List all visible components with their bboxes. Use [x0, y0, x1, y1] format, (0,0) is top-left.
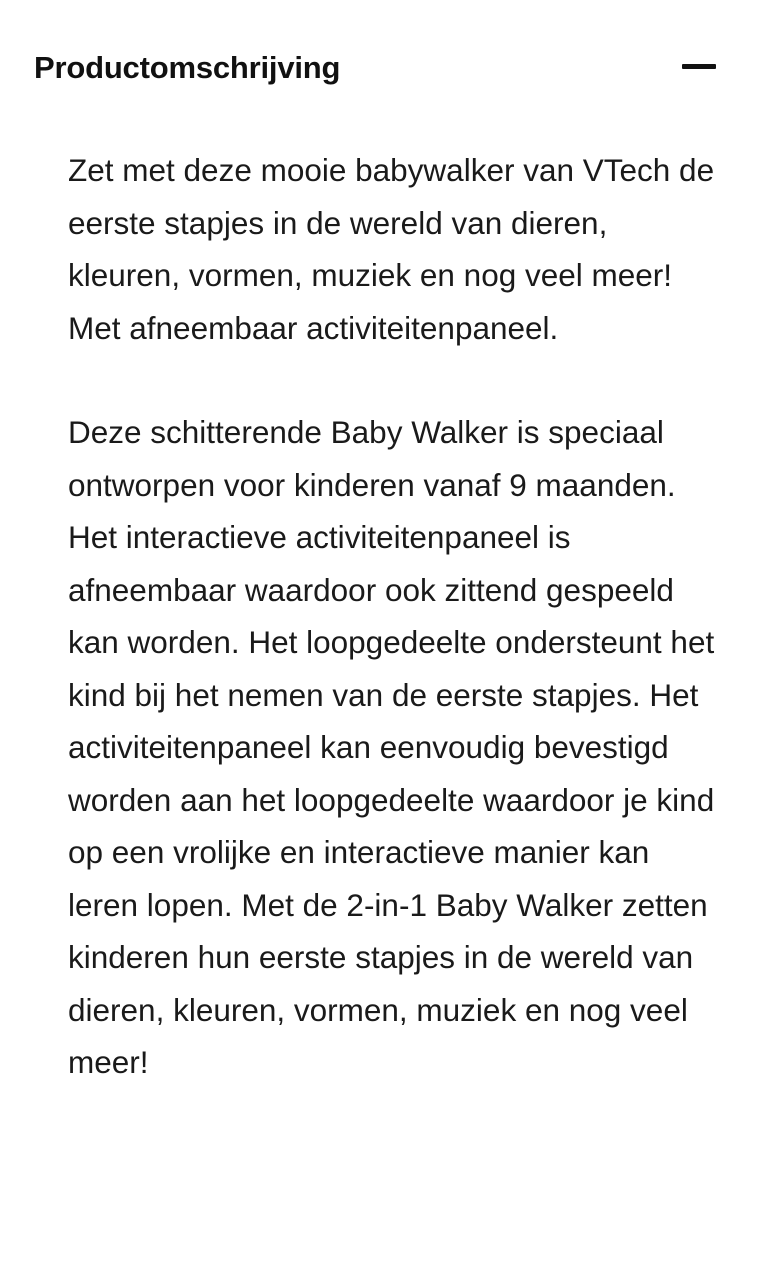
section-title: Productomschrijving	[34, 50, 341, 85]
description-paragraph-1: Zet met deze mooie babywalker van VTech de eerste stapjes in de wereld van dieren, kleuren, vormen, muziek en nog veel meer! Met afneembaar activiteitenpaneel.	[68, 152, 715, 346]
minus-icon[interactable]	[682, 64, 716, 69]
accordion-header-product-description[interactable]	[0, 0, 760, 140]
product-description-body	[68, 144, 718, 1089]
description-paragraph-2: Deze schitterende Baby Walker is speciaal ontworpen voor kinderen vanaf 9 maanden. Het interactieve activiteitenpaneel is afneembaar waardoor ook zittend gespeeld kan worden. Het loopgedeelte ondersteunt het kind bij het nemen van de eerste stapjes. Het activiteitenpaneel kan eenvoudig bevestigd worden aan het loopgedeelte waardoor je kind op een vrolijke en interactieve manier kan leren lopen. Met de 2-in-1 Baby Walker zetten kinderen hun eerste stapjes in de wereld van dieren, kleuren, vormen, muziek en nog veel meer!	[68, 414, 715, 1080]
